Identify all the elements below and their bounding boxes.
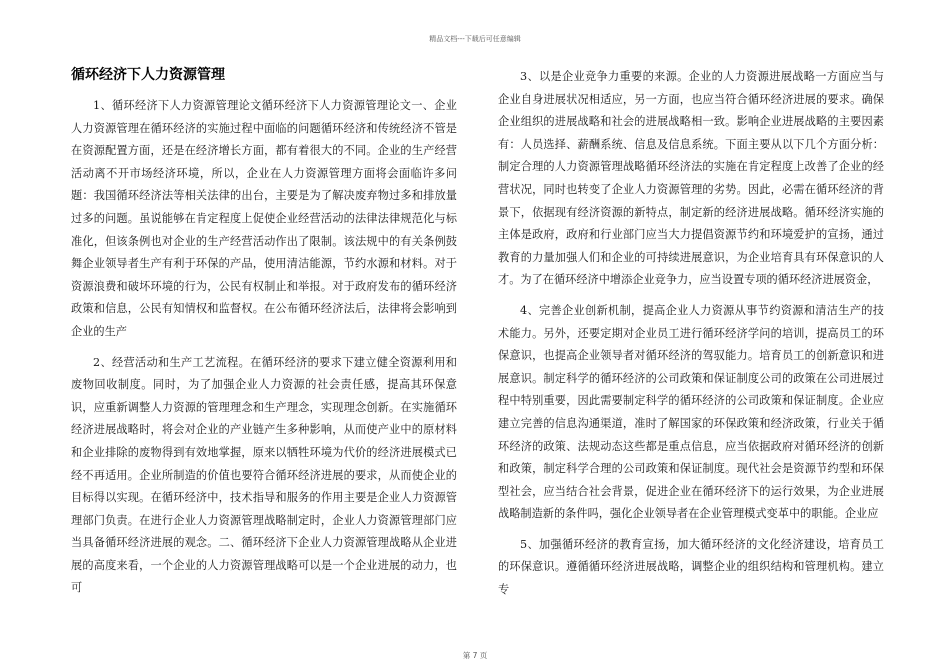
left-column (71, 66, 457, 608)
page-footer: 第 7 页 (462, 651, 488, 660)
page-header: 精品文档---下载后可任意编辑 (429, 35, 521, 43)
paragraph: 2、经营活动和生产工艺流程。在循环经济的要求下建立健全资源利用和废物回收制度。同时，为了加强企业人力资源的社会责任感，提高其环保意识，应重新调整人力资源的管理理念和生产理念，实现理念创新。在实施循环经济进展战略时，将会对企业的产业链产生多种影响，从而使产业中的原材料和企业排除的废物得到有效地掌握，原来以牺牲环境为代价的经济进展模式已经不再适用。企业所制造的价值也要符合循环经济进展的要求，从而使企业的目标得以实现。在循环经济中，技术指导和服务的作用主要是企业人力资源管理部门负责。在进行企业人力资源管理战略制定时，企业人力资源管理部门应当具备循环经济进展的观念。二、循环经济下企业人力资源管理战略从企业进展的高度来看，一个企业的人力资源管理战略可以是一个企业进展的动力，也可 (71, 355, 457, 595)
paragraph: 4、完善企业创新机制，提高企业人力资源从事节约资源和清洁生产的技术能力。另外，还要定期对企业员工进行循环经济学问的培训，提高员工的环保意识，也提高企业领导者对循环经济的驾驭能力。培育员工的创新意识和进展意识。制定科学的循环经济的公司政策和保证制度公司的政策在公司进展过程中特别重要，因此需要制定科学的循环经济的公司政策和保证制度。企业应建立完善的信息沟通渠道，准时了解国家的环保政策和经济政策，行业关于循环经济的政策、法规动态这些都是重点信息，应当依据政府对循环经济的创新和政策，制定科学合理的公司政策和保证制度。现代社会是资源节约型和环保型社会，应当结合社会背景，促进企业在循环经济下的运行效果，为企业进展战略制造新的条件吗，强化企业领导者在企业管理模式变革中的职能。企业应 (498, 303, 884, 521)
document-title: 循环经济下人力资源管理 (71, 67, 225, 83)
paragraph: 1、循环经济下人力资源管理论文循环经济下人力资源管理论文一、企业人力资源管理在循环经济的实施过程中面临的问题循环经济和传统经济不管是在资源配置方面，还是在经济增长方面，都有着很大的不同。企业的生产经营活动离不开市场经济环境，所以，企业在人力资源管理方面将会面临许多问题：我国循环经济法等相关法律的出台，主要是为了解决废弃物过多和排放量过多的问题。虽说能够在肯定程度上促使企业经营活动的法律法律规范化与标准化，但该条例也对企业的生产经营活动作出了限制。该法规中的有关条例鼓舞企业领导者生产有利于环保的产品，使用清洁能源，节约水源和材料。对于资源浪费和破坏环境的行为，公民有权制止和举报。对于政府发布的循环经济政策和信息，公民有知情权和监督权。在公布循环经济法后，法律将会影响到企业的生产 (71, 99, 457, 338)
paragraph: 3、以是企业竞争力重要的来源。企业的人力资源进展战略一方面应当与企业自身进展状况相适应，另一方面，也应当符合循环经济进展的要求。确保企业组织的进展战略和社会的进展战略相一致。影响企业进展战略的主要因素有：人员选择、薪酬系统、信息及信息系统。下面主要从以下几个方面分析：制定合理的人力资源管理战略循环经济法的实施在肯定程度上改善了企业的经营状况，同时也转变了企业人力资源管理的劣势。因此，必需在循环经济的背景下，依据现有经济资源的新特点，制定新的经济进展战略。循环经济实施的主体是政府，政府和行业部门应当大力提倡资源节约和环境爱护的宣扬，通过教育的力量加强人们和企业的可持续进展意识，为企业培育具有环保意识的人才。为了在循环经济中增添企业竞争力，应当设置专项的循环经济进展资金， (498, 70, 884, 287)
paragraph: 5、加强循环经济的教育宣扬，加大循环经济的文化经济建设，培育员工的环保意识。遵循循环经济进展战略，调整企业的组织结构和管理机构。建立专 (498, 537, 884, 597)
right-column (498, 66, 884, 610)
